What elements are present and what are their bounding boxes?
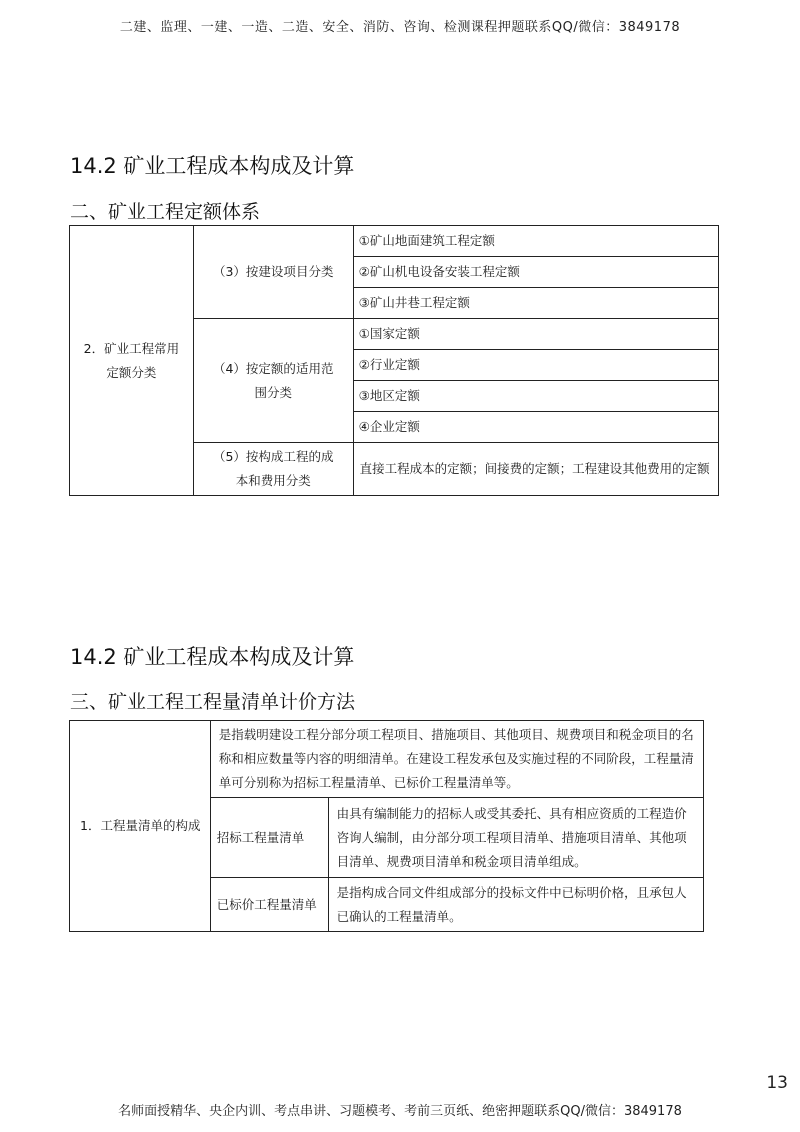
- section2-title: 14.2 矿业工程成本构成及计算: [70, 645, 355, 669]
- group-item-cell: ②行业定额: [353, 350, 718, 381]
- section2-subtitle: 三、矿业工程工程量清单计价方法: [70, 691, 356, 713]
- group-item-cell: 直接工程成本的定额；间接费的定额；工程建设其他费用的定额: [353, 443, 718, 496]
- group-item-cell: ③矿山井巷工程定额: [353, 288, 718, 319]
- group-item-cell: ①国家定额: [353, 319, 718, 350]
- group-item-cell: ②矿山机电设备安装工程定额: [353, 257, 718, 288]
- section1-title: 14.2 矿业工程成本构成及计算: [70, 154, 355, 178]
- footer-banner: 名师面授精华、央企内训、考点串讲、习题模考、考前三页纸、绝密押题联系QQ/微信：3849178: [118, 1104, 682, 1119]
- row-label-cell: 招标工程量清单: [210, 798, 328, 878]
- definition-cell: 是指载明建设工程分部分项工程项目、措施项目、其他项目、规费项目和税金项目的名称和相应数量等内容的明细清单。在建设工程发承包及实施过程的不同阶段，工程量清单可分别称为招标工程量清单、已标价工程量清单等。: [210, 721, 703, 798]
- header-banner: 二建、监理、一建、一造、二造、安全、消防、咨询、检测课程押题联系QQ/微信：3849178: [119, 20, 681, 35]
- row-desc-cell: 是指构成合同文件组成部分的投标文件中已标明价格，且承包人已确认的工程量清单。: [328, 878, 703, 932]
- group-label-cell: （5）按构成工程的成本和费用分类: [193, 443, 353, 496]
- page-number: 13: [766, 1073, 788, 1093]
- bill-of-quantities-table: [69, 720, 704, 932]
- group-label-cell: （4）按定额的适用范围分类: [193, 319, 353, 443]
- row-desc-cell: 由具有编制能力的招标人或受其委托、具有相应资质的工程造价咨询人编制，由分部分项工程项目清单、措施项目清单、其他项目清单、规费项目清单和税金项目清单组成。: [328, 798, 703, 878]
- section1-subtitle: 二、矿业工程定额体系: [70, 201, 261, 223]
- group-item-cell: ④企业定额: [353, 412, 718, 443]
- group-label-cell: （3）按建设项目分类: [193, 226, 353, 319]
- group-item-cell: ①矿山地面建筑工程定额: [353, 226, 718, 257]
- main-category-cell: 2．矿业工程常用定额分类: [70, 226, 194, 496]
- group-item-cell: ③地区定额: [353, 381, 718, 412]
- row-label-cell: 已标价工程量清单: [210, 878, 328, 932]
- quota-system-table: [69, 225, 719, 496]
- main-category-cell: 1．工程量清单的构成: [70, 721, 211, 932]
